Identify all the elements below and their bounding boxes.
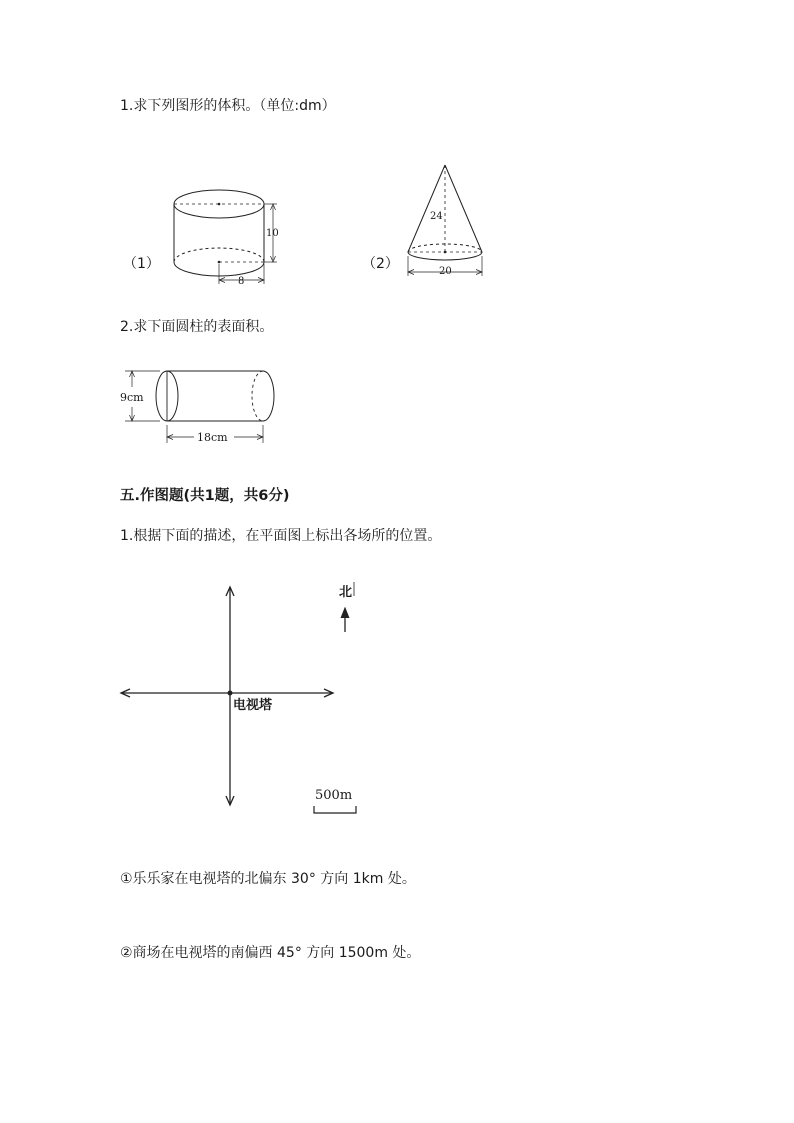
cone-diameter-label: 20 (439, 266, 452, 277)
cylinder-figure (120, 180, 290, 290)
figure-2-label: （2） (362, 256, 399, 272)
description-1: ①乐乐家在电视塔的北偏东 30° 方向 1km 处。 (120, 871, 416, 887)
cylinder-length-label: 18cm (197, 431, 228, 444)
cylinder-diameter-label: 9cm (120, 391, 144, 404)
cone-height-label: 24 (430, 211, 443, 222)
cylinder-radius-label: 8 (238, 276, 245, 287)
tv-tower-label: 电视塔 (233, 698, 273, 713)
description-2: ②商场在电视塔的南偏西 45° 方向 1500m 处。 (120, 945, 421, 961)
cylinder-height-label: 10 (266, 228, 279, 239)
scale-label: 500m (315, 788, 353, 803)
horizontal-cylinder-figure (120, 365, 290, 450)
question-2-title: 2.求下面圆柱的表面积。 (120, 319, 274, 335)
section-heading: 五.作图题(共1题，共6分) (120, 488, 290, 504)
cone-figure (405, 160, 495, 280)
section-question-title: 1.根据下面的描述，在平面图上标出各场所的位置。 (120, 528, 442, 544)
question-1-title: 1.求下列图形的体积。（单位:dm） (120, 98, 336, 114)
figure-1-label: （1） (123, 256, 160, 272)
north-label: 北 (339, 585, 353, 600)
